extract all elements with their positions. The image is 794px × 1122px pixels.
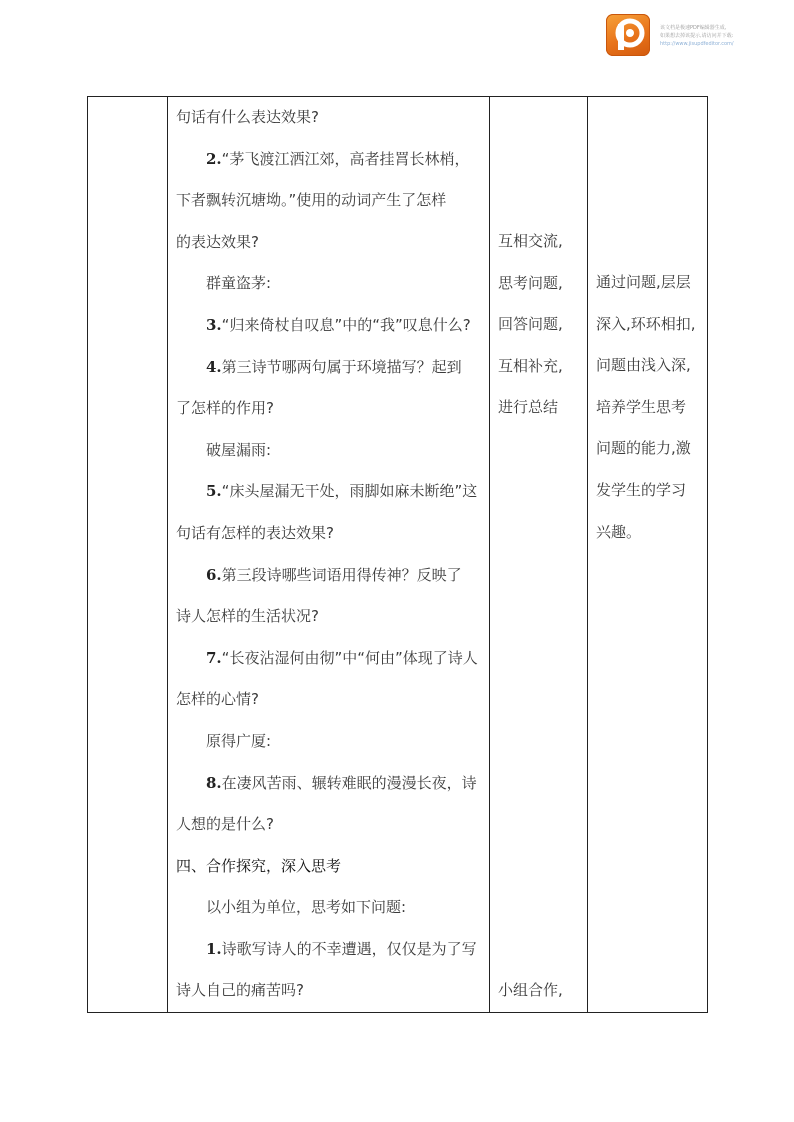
content-line — [176, 305, 483, 347]
content-text: 怎样的心情? — [176, 690, 259, 709]
content-line — [176, 596, 483, 638]
content-text: 以小组为单位，思考如下问题: — [206, 898, 407, 917]
content-line — [176, 139, 483, 181]
content-line — [176, 887, 483, 929]
question-number: 2. — [206, 149, 222, 168]
purpose-item: 兴趣。 — [596, 522, 642, 541]
content-text: 的表达效果? — [176, 232, 259, 251]
purpose-item: 问题的能力,激 — [596, 439, 691, 458]
content-text: “茅飞渡江洒江郊，高者挂罥长林梢， — [221, 149, 470, 168]
activity-lines — [498, 221, 581, 429]
activity-bottom-text: 小组合作, — [498, 981, 563, 1000]
content-line — [176, 180, 483, 222]
purpose-item: 培养学生思考 — [596, 397, 687, 416]
content-line — [176, 222, 483, 264]
lesson-plan-table — [87, 96, 708, 1013]
content-line — [176, 929, 483, 971]
watermark-url: http://www.jisupdfeditor.com/ — [660, 41, 734, 47]
content-text: 群童盗茅: — [206, 274, 272, 293]
content-cell — [168, 97, 490, 1013]
content-text: 在凄风苦雨、辗转难眠的漫漫长夜，诗 — [221, 773, 477, 792]
activity-item: 回答问题, — [498, 315, 563, 334]
content-text: 句话有怎样的表达效果? — [176, 523, 334, 542]
content-line — [176, 555, 483, 597]
content-line — [176, 471, 483, 513]
content-text: 原得广厦: — [206, 731, 272, 750]
content-lines — [176, 97, 483, 1012]
content-text: 下者飘转沉塘坳。”使用的动词产生了怎样 — [176, 191, 447, 210]
content-text: 破屋漏雨: — [206, 440, 272, 459]
question-number: 8. — [206, 773, 222, 792]
content-text: 人想的是什么? — [176, 815, 274, 834]
question-number: 3. — [206, 315, 222, 334]
content-text: 了怎样的作用? — [176, 399, 274, 418]
question-number: 7. — [206, 648, 222, 667]
table-row — [88, 97, 708, 1013]
content-line — [176, 679, 483, 721]
purpose-item: 问题由浅入深, — [596, 356, 691, 375]
content-line — [176, 970, 483, 1012]
content-line — [176, 513, 483, 555]
section-heading — [176, 846, 483, 888]
watermark-line-2: 如果想去掉该提示,请访问并下载: — [660, 33, 734, 39]
content-text: 诗人怎样的生活状况? — [176, 607, 319, 626]
content-line — [176, 430, 483, 472]
content-line — [176, 388, 483, 430]
question-number: 4. — [206, 357, 222, 376]
activity-item: 进行总结 — [498, 398, 559, 417]
content-line — [176, 97, 483, 139]
pdf-editor-logo-icon — [606, 14, 650, 56]
content-text: 诗人自己的痛苦吗? — [176, 981, 304, 1000]
design-purpose-cell — [588, 97, 708, 1013]
content-line — [176, 804, 483, 846]
content-text: 诗歌写诗人的不幸遭遇，仅仅是为了写 — [221, 939, 477, 958]
purpose-lines — [596, 262, 701, 553]
content-text: 第三诗节哪两句属于环境描写？起到 — [221, 357, 462, 376]
content-text: “床头屋漏无干处，雨脚如麻未断绝”这 — [221, 482, 478, 501]
content-line — [176, 347, 483, 389]
question-number: 6. — [206, 565, 222, 584]
purpose-item: 深入,环环相扣, — [596, 314, 696, 333]
content-text: 四、合作探究，深入思考 — [176, 856, 342, 875]
watermark-notice — [660, 24, 734, 48]
content-line — [176, 763, 483, 805]
purpose-item: 发学生的学习 — [596, 480, 687, 499]
question-number: 5. — [206, 482, 222, 501]
activity-item: 互相交流, — [498, 232, 563, 250]
activity-item: 思考问题, — [498, 273, 563, 292]
content-line — [176, 721, 483, 763]
stage-cell — [88, 97, 168, 1013]
content-text: 句话有什么表达效果? — [176, 108, 319, 126]
question-number: 1. — [206, 939, 222, 958]
purpose-item: 通过问题,层层 — [596, 273, 691, 291]
content-text: “归来倚杖自叹息”中的“我”叹息什么? — [221, 315, 471, 334]
content-text: “长夜沾湿何由彻”中“何由”体现了诗人 — [221, 648, 478, 667]
content-line — [176, 638, 483, 680]
content-line — [176, 263, 483, 305]
student-activity-cell — [490, 97, 588, 1013]
content-text: 第三段诗哪些词语用得传神？反映了 — [221, 565, 462, 584]
watermark-line-1: 该文档是极速PDF编辑器生成, — [660, 25, 727, 31]
activity-item: 互相补充, — [498, 356, 563, 375]
